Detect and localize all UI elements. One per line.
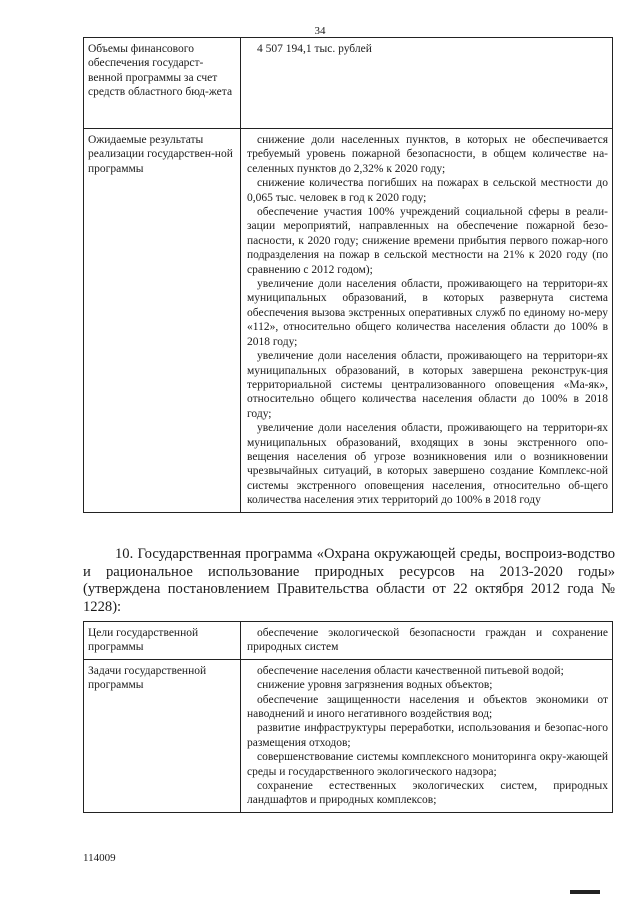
scan-mark xyxy=(570,890,600,894)
content-paragraph: увеличение доли населения области, проживающего на территори-ях муниципальных образований, входящих в зоны экстренного опо-вещения населения об угрозе возникновения или о возникновении чрезвычайных ситуаций, в которых завершено создание Комплекс-ной системы экстренного оповещения населения, относительно об-щего количества населения этих территорий до 100% в 2018 году xyxy=(247,422,608,507)
content-paragraph: снижение количества погибших на пожарах в сельской местности до 0,065 тыс. человек в год к 2020 году; xyxy=(247,177,608,204)
content-paragraph: обеспечение защищенности населения и объектов экономики от наводнений и иного негативного воздействия вод; xyxy=(247,693,608,721)
row-label: Цели государственной программы xyxy=(84,622,241,660)
content-paragraph: 4 507 194,1 тыс. рублей xyxy=(257,43,372,55)
content-paragraph: снижение доли населенных пунктов, в которых не обеспечивается требуемый уровень пожарной безопасности, в общем количестве на-селенных пунктов до 2,32% к 2020 году; xyxy=(247,134,608,175)
row-label: Задачи государственной программы xyxy=(84,659,241,812)
row-content xyxy=(241,129,613,513)
document-code: 114009 xyxy=(83,852,116,864)
table-row xyxy=(84,659,613,812)
content-paragraph: обеспечение населения области качественной питьевой водой; xyxy=(257,664,564,677)
table-row xyxy=(84,129,613,513)
content-paragraph: увеличение доли населения области, проживающего на территори-ях муниципальных образований, в которых завершена реконструк-ция территориальной системы централизованного оповещения «Ма-як», относительно общего количества населения области до 100% в 2018 году; xyxy=(247,350,608,420)
row-content xyxy=(241,622,613,660)
row-content xyxy=(241,38,613,129)
program-passport-table-continued xyxy=(83,37,613,513)
table-row xyxy=(84,622,613,660)
table-row xyxy=(84,38,613,129)
content-paragraph: обеспечение участия 100% учреждений социальной сферы в реали-зации мероприятий, направленных на обеспечение пожарной безо-пасности, к 2020 году; снижение времени прибытия первого пожар-ного подразделения на пожар в сельской местности на 21% к 2020 году (по сравнению с 2012 годом); xyxy=(247,206,608,276)
row-content xyxy=(241,659,613,812)
program-passport-table xyxy=(83,621,613,813)
row-label: Ожидаемые результаты реализации государствен-ной программы xyxy=(84,129,241,513)
section-heading-text: 10. Государственная программа «Охрана окружающей среды, воспроиз-водство и рациональное использование природных ресурсов на 2013-2020 годы» (утверждена постановлением Правительства области от 22 октября 2012 года № 1228): xyxy=(83,546,615,615)
section-heading xyxy=(83,546,615,616)
content-paragraph: развитие инфраструктуры переработки, использования и безопас-ного размещения отходов; xyxy=(247,722,608,749)
page-number: 34 xyxy=(314,25,326,37)
content-paragraph: увеличение доли населения области, проживающего на территори-ях муниципальных образований, в которых развернута система обеспечения вызова экстренных оперативных служб по единому но-меру «112», относительно общего количества населения области до 100% в 2018 году; xyxy=(247,278,608,348)
content-paragraph: совершенствование системы комплексного мониторинга окру-жающей среды и государственного экологического надзора; xyxy=(247,751,608,778)
content-paragraph: снижение уровня загрязнения водных объектов; xyxy=(257,679,493,692)
content-paragraph: обеспечение экологической безопасности граждан и сохранение природных систем xyxy=(247,627,608,654)
row-label: Объемы финансового обеспечения государст-венной программы за счет средств областного бюд-жета xyxy=(84,38,241,129)
content-paragraph: сохранение естественных экологических систем, природных ландшафтов и природных комплексов; xyxy=(247,780,608,807)
